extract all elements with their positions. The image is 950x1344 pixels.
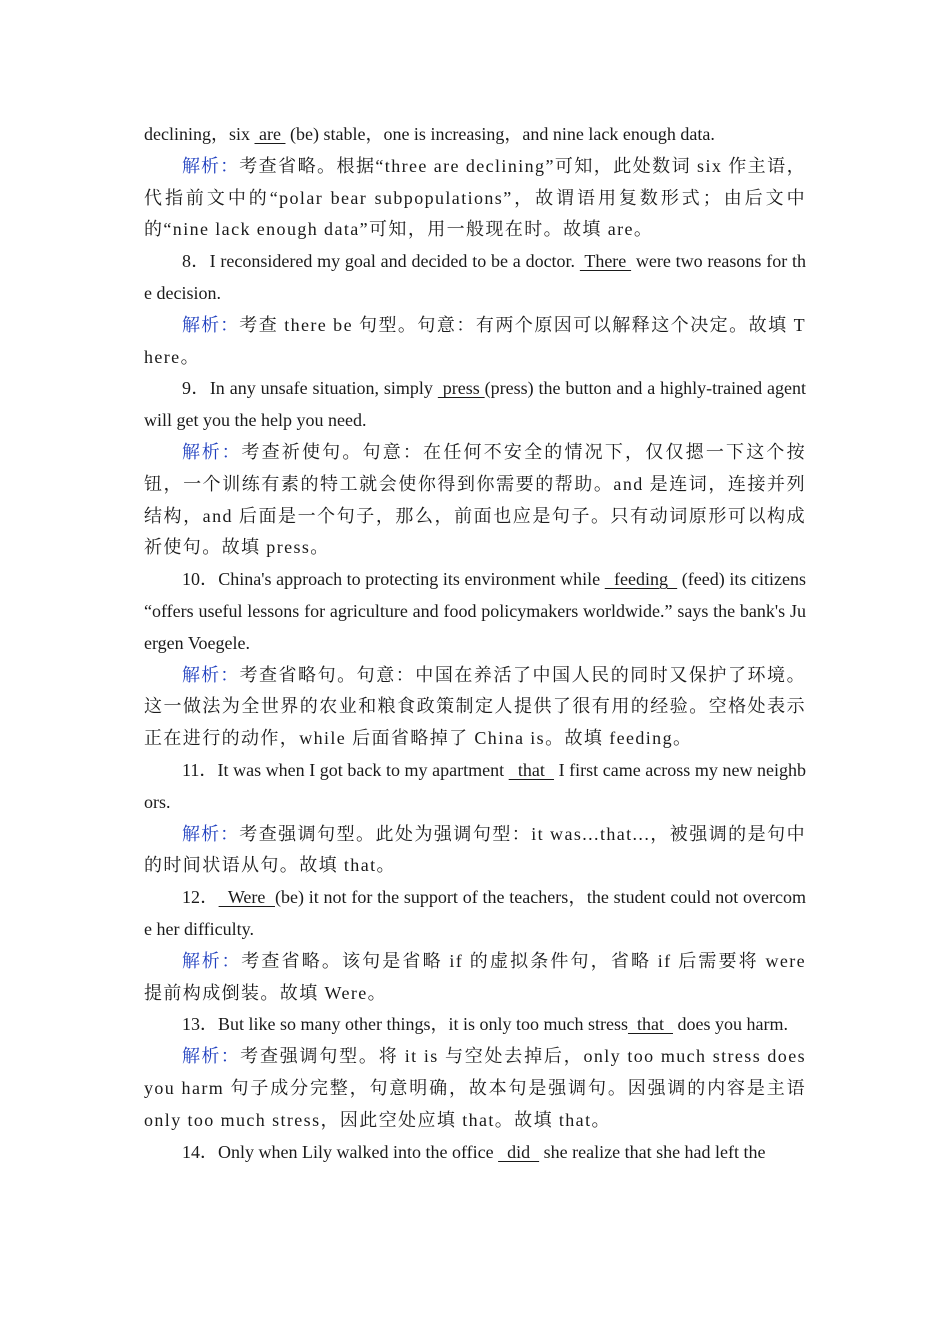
- explanation-text: 考查省略句。句意：中国在养活了中国人民的同时又保护了环境。这一做法为全世界的农业和粮食政策制定人提供了很有用的经验。空格处表示正在进行的动作，while 后面省略掉了 China is。故填 feeding。: [144, 664, 806, 749]
- question-8: [144, 246, 806, 310]
- explanation-text: 考查祈使句。句意：在任何不安全的情况下，仅仅摁一下这个按钮，一个训练有素的特工就会使你得到你需要的帮助。and 是连词，连接并列结构，and 后面是一个句子，那么，前面也应是句子。只有动词原形可以构成祈使句。故填 press。: [144, 441, 807, 558]
- question-text: (be) stable，one is increasing，and nine lack enough data.: [289, 124, 715, 144]
- question-13: [144, 1009, 806, 1041]
- question-text: 13．But like so many other things，it is only too much stress: [182, 1014, 628, 1035]
- explanation-text: 考查省略。根据“three are declining”可知，此处数词 six 作主语，代指前文中的“polar bear subpopulations”，故谓语用复数形式；由后文中的“nine lack enough data”可知，用一般现在时。故填 are。: [144, 155, 807, 240]
- question-text: (press) the button and a highly-trained agent will get you the help you need.: [144, 378, 807, 431]
- explanation-10: [144, 660, 806, 755]
- question-text: 12．: [182, 887, 219, 908]
- explanation-label: 解析：: [182, 823, 240, 844]
- explanation-label: 解析：: [182, 664, 240, 685]
- explanation-text: 考查省略。该句是省略 if 的虚拟条件句，省略 if 后需要将 were 提前构成倒装。故填 Were。: [144, 950, 807, 1003]
- explanation-label: 解析：: [182, 1046, 241, 1067]
- question-text: declining，six: [144, 124, 250, 144]
- question-text: I first came across my new neighbors.: [144, 759, 807, 812]
- question-10: [144, 564, 806, 659]
- answer-blank: did: [498, 1141, 540, 1162]
- answer-blank: that: [627, 1014, 673, 1035]
- question-11: [144, 755, 806, 819]
- explanation-text: 考查 there be 句型。句意：有两个原因可以解释这个决定。故填 There。: [144, 314, 807, 367]
- question-text: 10．China's approach to protecting its environment while: [182, 569, 601, 590]
- explanation-9: [144, 437, 806, 564]
- question-14: [144, 1137, 806, 1169]
- explanation-8: [144, 310, 806, 374]
- question-12: [144, 882, 806, 946]
- explanation-label: 解析：: [182, 155, 240, 176]
- question-text: 8．I reconsidered my goal and decided to be a doctor.: [182, 251, 576, 272]
- explanation-text: 考查强调句型。将 it is 与空处去掉后，only too much stress does you harm 句子成分完整，句意明确，故本句是强调句。因强调的内容是主语 only too much stress，因此空处应填 that。故填 that。: [144, 1046, 807, 1130]
- question-text: 14．Only when Lily walked into the office: [182, 1141, 494, 1162]
- explanation-label: 解析：: [182, 314, 240, 335]
- explanation-7: [144, 151, 806, 246]
- answer-blank: There: [579, 251, 632, 272]
- explanation-12: [144, 946, 806, 1010]
- answer-blank: feeding: [604, 569, 678, 590]
- explanation-text: 考查强调句型。此处为强调句型：it was...that...，被强调的是句中的时间状语从句。故填 that。: [144, 823, 806, 876]
- question-text: 11．It was when I got back to my apartment: [182, 759, 505, 780]
- question-text: does you harm.: [672, 1014, 788, 1035]
- question-text: (be) it not for the support of the teachers，the student could not overcome her difficulty.: [144, 887, 806, 939]
- question-text: 9．In any unsafe situation, simply: [182, 378, 433, 399]
- answer-blank: are: [254, 124, 286, 144]
- question-text: she realize that she had left the: [539, 1141, 766, 1162]
- question-9: [144, 373, 806, 437]
- question-text: (feed) its citizens “offers useful lessons for agriculture and food policymakers worldwide.” says the bank's Juergen Voegele.: [144, 569, 806, 653]
- answer-blank: that: [508, 759, 555, 780]
- document-page: [144, 119, 806, 1168]
- explanation-label: 解析：: [182, 441, 242, 462]
- explanation-label: 解析：: [182, 950, 242, 971]
- question-7: [144, 119, 806, 151]
- explanation-11: [144, 819, 806, 883]
- explanation-13: [144, 1041, 806, 1136]
- question-text: were two reasons for the decision.: [144, 251, 806, 303]
- answer-blank: press: [437, 378, 485, 399]
- answer-blank: Were: [218, 887, 275, 908]
